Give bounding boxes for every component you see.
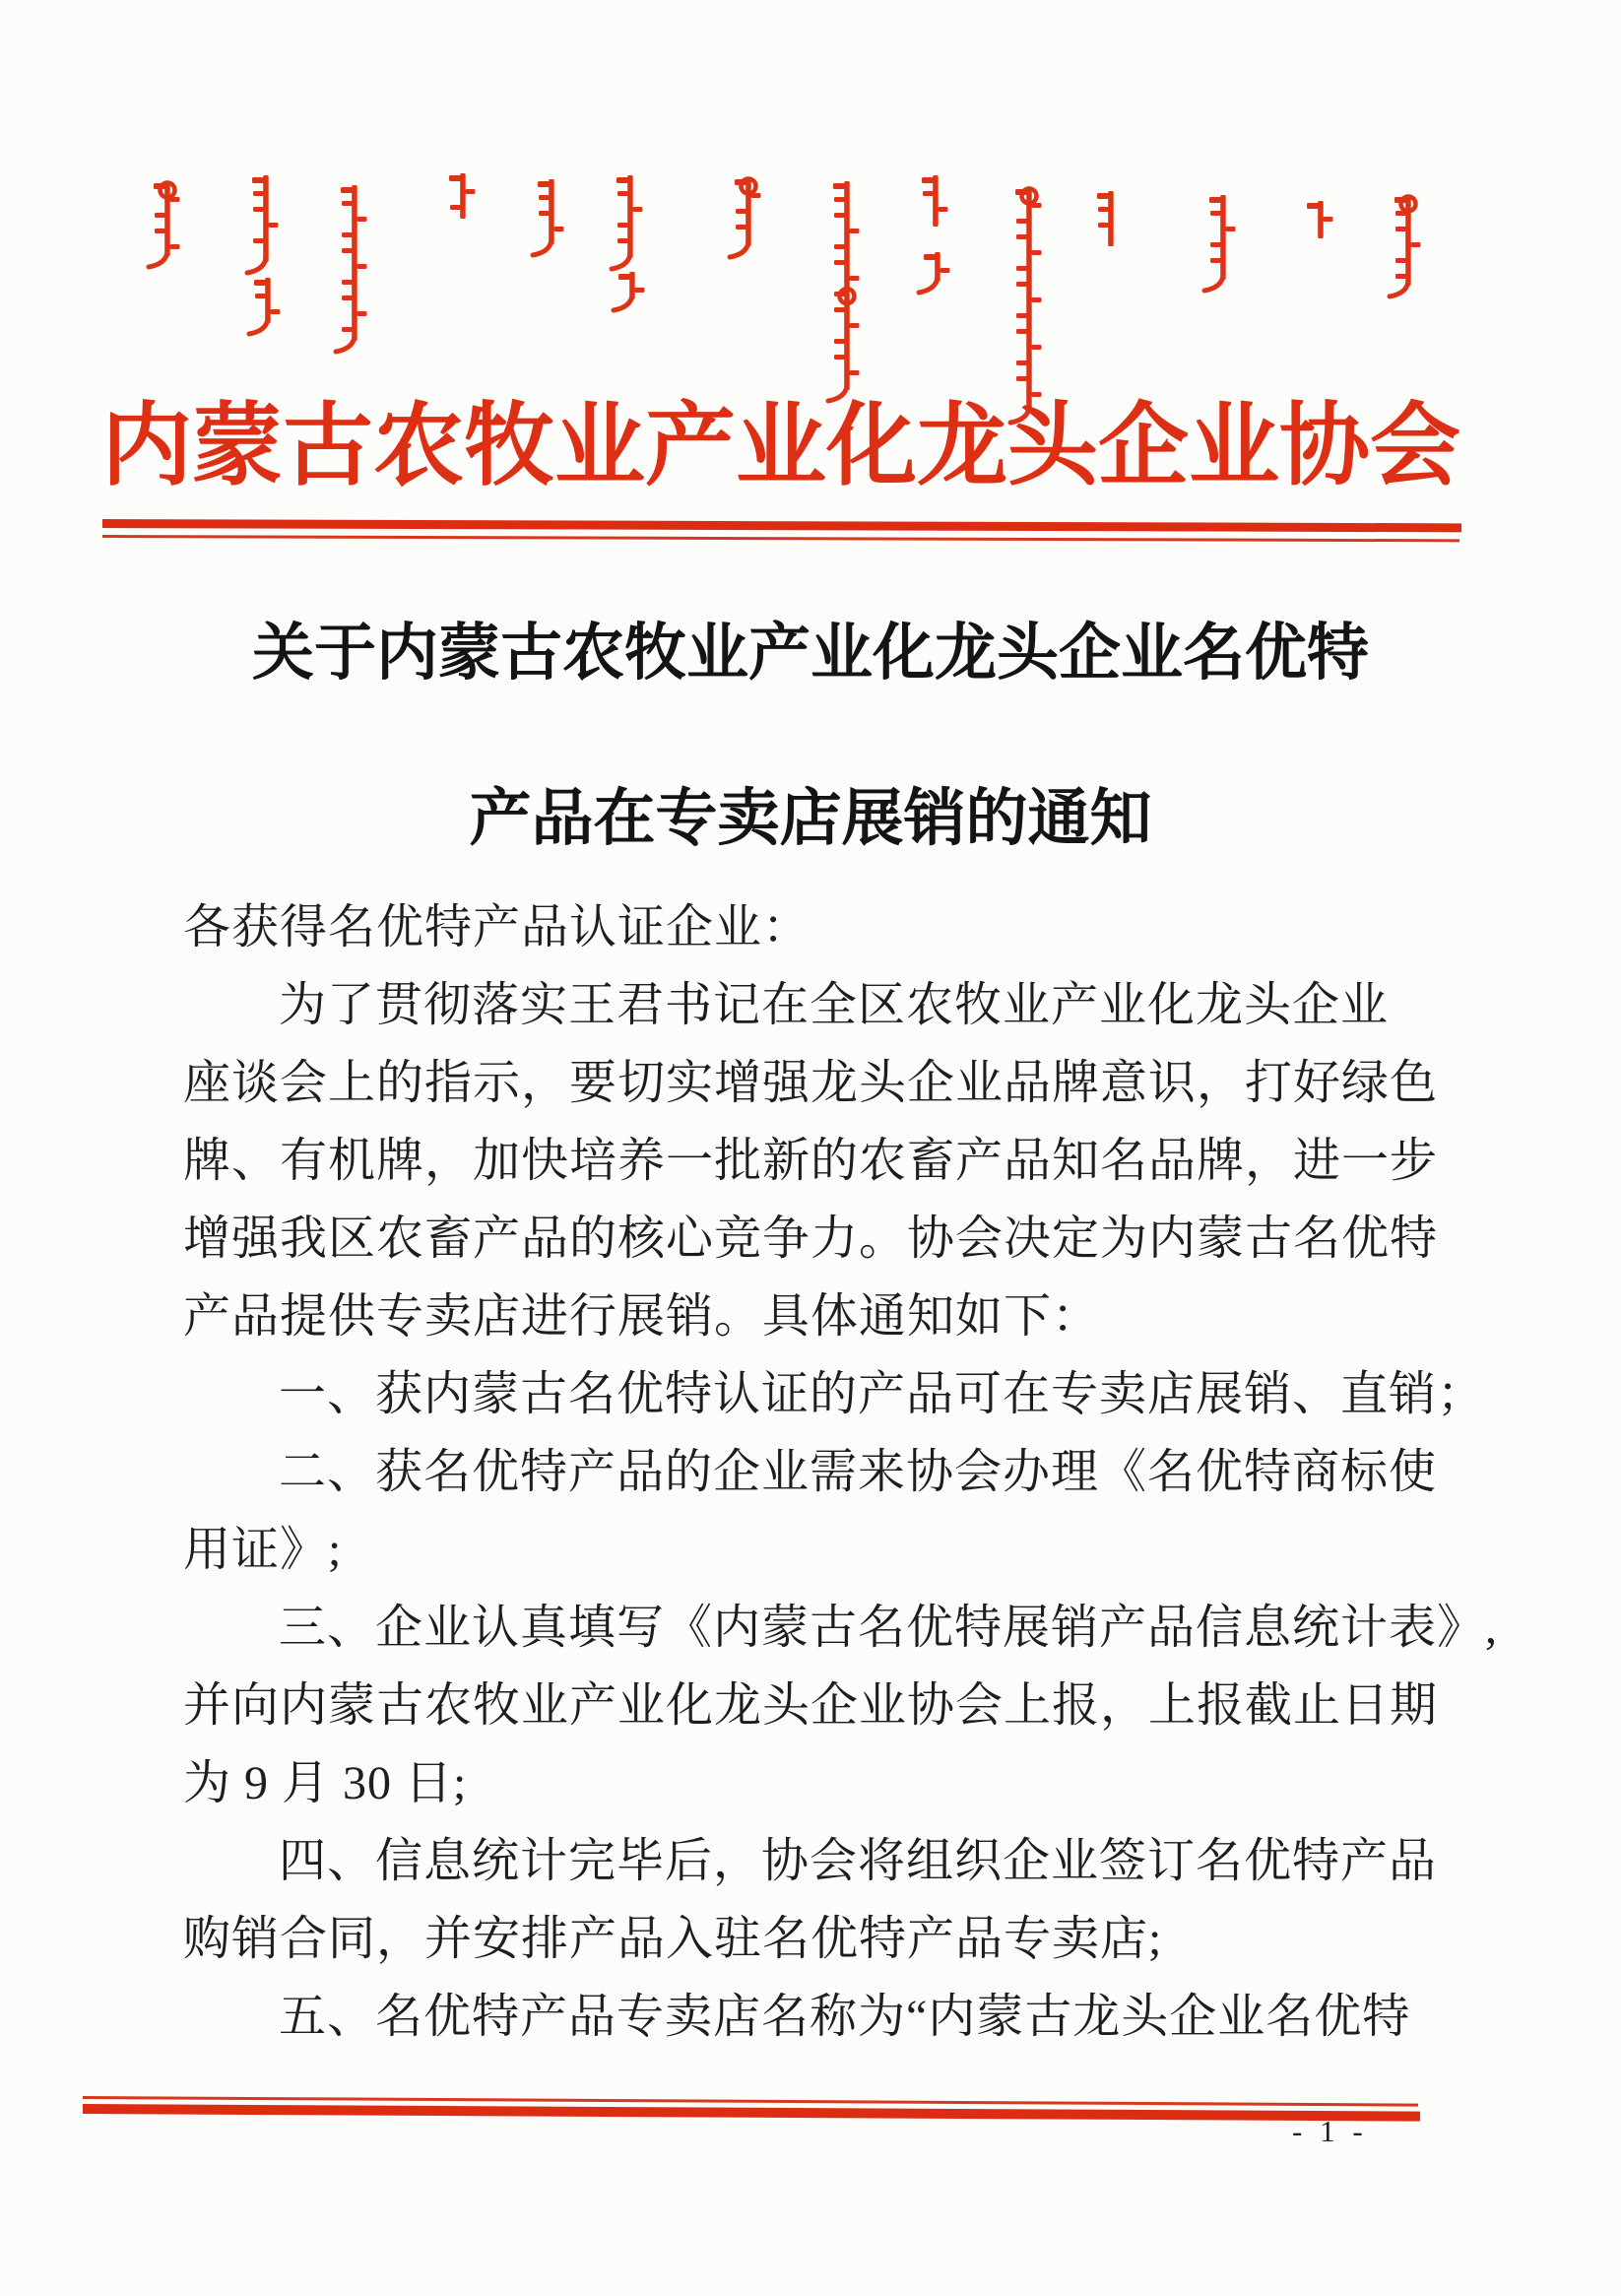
- body-line: 为 9 月 30 日;: [183, 1757, 468, 1809]
- body-line: 为了贯彻落实王君书记在全区农牧业产业化龙头企业: [279, 979, 1390, 1031]
- doc-title-line1: 关于内蒙古农牧业产业化龙头企业名优特: [252, 619, 1369, 688]
- body-line: 四、信息统计完毕后，协会将组织企业签订名优特产品: [279, 1835, 1438, 1887]
- body-line: 五、名优特产品专卖店名称为“内蒙古龙头企业名优特: [279, 1991, 1411, 2043]
- body-line: 座谈会上的指示，要切实增强龙头企业品牌意识，打好绿色: [183, 1057, 1439, 1109]
- body-line: 增强我区农畜产品的核心竞争力。协会决定为内蒙古名优特: [183, 1213, 1439, 1265]
- body-line: 产品提供专卖店进行展销。具体通知如下：: [183, 1290, 1101, 1343]
- body-line: 用证》;: [183, 1524, 343, 1576]
- body-line: 牌、有机牌，加快培养一批新的农畜产品知名品牌，进一步: [183, 1135, 1439, 1187]
- body-line: 并向内蒙古农牧业产业化龙头企业协会上报，上报截止日期: [183, 1679, 1439, 1732]
- doc-title-line2: 产品在专卖店展销的通知: [469, 784, 1152, 853]
- org-title: 内蒙古农牧业产业化龙头企业协会: [101, 396, 1461, 496]
- letterhead-rule-thin: [102, 535, 1459, 542]
- body-line: 三、企业认真填写《内蒙古名优特展销产品信息统计表》,: [279, 1602, 1499, 1654]
- body-line: 购销合同，并安排产品入驻名优特产品专卖店;: [183, 1913, 1163, 1965]
- body-line: 一、获内蒙古名优特认证的产品可在专卖店展销、直销；: [279, 1368, 1486, 1420]
- body-text: [183, 888, 1499, 2056]
- letterhead-rule-thick: [102, 519, 1461, 532]
- footer-rule-thick: [83, 2104, 1420, 2122]
- body-line: 二、获名优特产品的企业需来协会办理《名优特商标使: [279, 1446, 1438, 1498]
- body-line: 各获得名优特产品认证企业：: [183, 901, 811, 953]
- page-number: - 1 -: [1292, 2114, 1368, 2148]
